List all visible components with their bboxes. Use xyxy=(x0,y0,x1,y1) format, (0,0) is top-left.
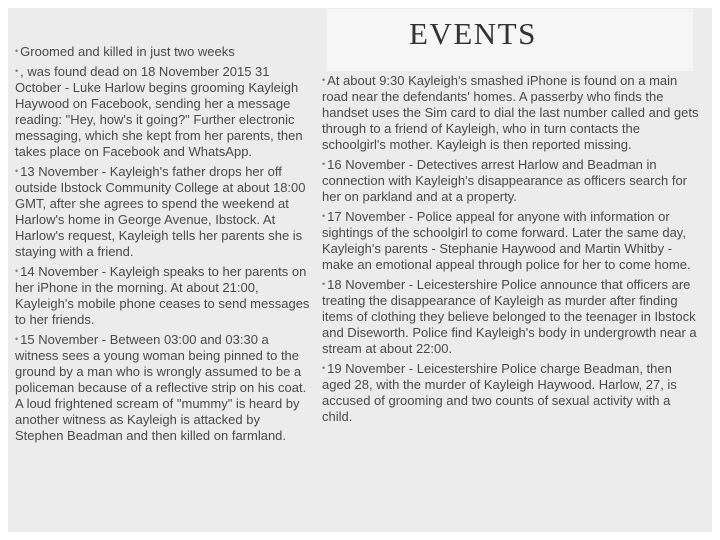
list-item xyxy=(15,263,310,328)
bullet-icon: • xyxy=(322,363,326,373)
bullet-icon: • xyxy=(15,66,19,76)
bullet-icon: • xyxy=(15,166,19,176)
list-item-text: 13 November - Kayleigh's father drops her off outside Ibstock Community College at about 18:00 GMT, after she agrees to spend the weekend at Harlow's home in George Avenue, Ibstock. At Harlow's request, Kayleigh tells her parents she is staying with a friend. xyxy=(15,164,306,259)
bullet-icon: • xyxy=(15,334,19,344)
bullet-icon: • xyxy=(15,266,19,276)
list-item-text: 14 November - Kayleigh speaks to her parents on her iPhone in the morning. At about 21:00, Kayleigh's mobile phone ceases to send messages to her friends. xyxy=(15,264,310,327)
list-item xyxy=(322,156,700,205)
list-item xyxy=(15,163,310,260)
list-item xyxy=(322,276,700,357)
right-column xyxy=(322,72,700,428)
list-item-text: 16 November - Detectives arrest Harlow and Beadman in connection with Kayleigh's disappearance as officers search for her on parkland and at a property. xyxy=(322,157,688,204)
bullet-icon: • xyxy=(322,159,326,169)
bullet-icon: • xyxy=(322,211,326,221)
bullet-icon: • xyxy=(322,75,326,85)
list-item xyxy=(15,331,310,444)
list-item-text: At about 9:30 Kayleigh's smashed iPhone is found on a main road near the defendants' homes. A passerby who finds the handset uses the Sim card to dial the last number called and gets through to a friend of Kayleigh, who in turn contacts the schoolgirl's mother. Kayleigh is then reported missing. xyxy=(322,73,699,152)
list-item-text: 19 November - Leicestershire Police charge Beadman, then aged 28, with the murder of Kayleigh Haywood. Harlow, 27, is accused of grooming and two counts of sexual activity with a child. xyxy=(322,361,677,424)
slide-title: EVENTS xyxy=(409,16,537,51)
list-item-text: 17 November - Police appeal for anyone with information or sightings of the schoolgirl to come forward. Later the same day, Kayleigh's parents - Stephanie Haywood and Martin Whitby - make an emotional appeal through police for her to come home. xyxy=(322,209,691,272)
list-item-text: 15 November - Between 03:00 and 03:30 a witness sees a young woman being pinned to the ground by a man who is wrongly assumed to be a policeman because of a reflective strip on his coat. A loud frightened scream of "mummy" is heard by another witness as Kayleigh is attacked by Stephen Beadman and then killed on farmland. xyxy=(15,332,307,443)
bullet-icon: • xyxy=(15,46,19,56)
list-item xyxy=(15,63,310,160)
list-item-text: , was found dead on 18 November 2015 31 October - Luke Harlow begins grooming Kayleigh Haywood on Facebook, sending her a message reading: "Hey, how's it going?" Further electronic messaging, which she kept from her parents, then takes place on Facebook and WhatsApp. xyxy=(15,64,303,159)
list-item xyxy=(15,43,310,60)
list-item xyxy=(322,360,700,425)
list-item-text: Groomed and killed in just two weeks xyxy=(20,44,235,59)
list-item xyxy=(322,208,700,273)
list-item-text: 18 November - Leicestershire Police announce that officers are treating the disappearance of Kayleigh as murder after finding items of clothing they believe belonged to the teenager in Ibstock and Diseworth. Police find Kayleigh's body in undergrowth near a stream at about 22:00. xyxy=(322,277,697,356)
left-column xyxy=(15,43,310,447)
list-item xyxy=(322,72,700,153)
bullet-icon: • xyxy=(322,279,326,289)
